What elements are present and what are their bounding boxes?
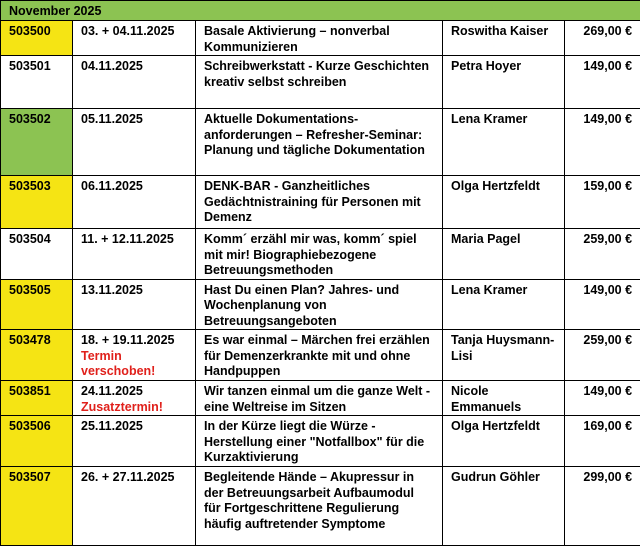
month-header-row <box>1 1 640 21</box>
table-row <box>1 467 640 546</box>
course-price: 159,00 € <box>565 176 640 229</box>
course-date <box>73 416 196 467</box>
date-text: 25.11.2025 <box>81 419 143 433</box>
table-row <box>1 176 640 229</box>
course-date <box>73 21 196 56</box>
course-price: 259,00 € <box>565 229 640 280</box>
date-text: 13.11.2025 <box>81 283 143 297</box>
course-date <box>73 56 196 109</box>
course-title: Begleitende Hände – Akupressur in der Betreuungsarbeit Aufbaumodul für Fortgeschrittene Regulierung häufig auftretender Symptome <box>196 467 443 546</box>
date-text: 06.11.2025 <box>81 179 143 193</box>
course-id: 503851 <box>1 381 73 416</box>
course-price: 149,00 € <box>565 279 640 330</box>
course-title: DENK-BAR - Ganzheitliches Gedächtnistraining für Personen mit Demenz <box>196 176 443 229</box>
course-date <box>73 381 196 416</box>
course-price: 299,00 € <box>565 467 640 546</box>
course-id: 503500 <box>1 21 73 56</box>
course-price: 269,00 € <box>565 21 640 56</box>
course-title: In der Kürze liegt die Würze - Herstellung einer "Notfallbox" für die Kurzaktivierung <box>196 416 443 467</box>
course-trainer: Olga Hertzfeldt <box>443 176 565 229</box>
course-date <box>73 330 196 381</box>
course-id: 503506 <box>1 416 73 467</box>
date-text: 18. + 19.11.2025 <box>81 333 175 347</box>
month-header: November 2025 <box>1 1 640 21</box>
course-price: 149,00 € <box>565 109 640 176</box>
course-title: Hast Du einen Plan? Jahres- und Wochenplanung von Betreuungsangeboten <box>196 279 443 330</box>
course-id: 503502 <box>1 109 73 176</box>
table-row <box>1 21 640 56</box>
date-note: Zusatztermin! <box>81 400 187 416</box>
course-price: 149,00 € <box>565 381 640 416</box>
course-trainer: Gudrun Göhler <box>443 467 565 546</box>
course-trainer: Nicole Emmanuels <box>443 381 565 416</box>
course-trainer: Petra Hoyer <box>443 56 565 109</box>
course-price: 149,00 € <box>565 56 640 109</box>
date-text: 24.11.2025 <box>81 384 143 398</box>
course-price: 169,00 € <box>565 416 640 467</box>
course-trainer: Lena Kramer <box>443 109 565 176</box>
course-date <box>73 229 196 280</box>
course-trainer: Roswitha Kaiser <box>443 21 565 56</box>
course-date <box>73 176 196 229</box>
date-text: 04.11.2025 <box>81 59 143 73</box>
course-id: 503478 <box>1 330 73 381</box>
course-title: Komm´ erzähl mir was, komm´ spiel mit mir! Biographiebezogene Betreuungsmethoden <box>196 229 443 280</box>
table-row <box>1 381 640 416</box>
course-title: Es war einmal – Märchen frei erzählen für Demenzerkrankte mit und ohne Handpuppen <box>196 330 443 381</box>
table-row <box>1 229 640 280</box>
course-id: 503504 <box>1 229 73 280</box>
course-price: 259,00 € <box>565 330 640 381</box>
table-row <box>1 56 640 109</box>
table-row <box>1 416 640 467</box>
course-id: 503507 <box>1 467 73 546</box>
course-date <box>73 467 196 546</box>
course-title: Basale Aktivierung – nonverbal Kommunizieren <box>196 21 443 56</box>
course-id: 503505 <box>1 279 73 330</box>
course-id: 503501 <box>1 56 73 109</box>
course-trainer: Olga Hertzfeldt <box>443 416 565 467</box>
course-date <box>73 279 196 330</box>
course-title: Wir tanzen einmal um die ganze Welt - eine Weltreise im Sitzen <box>196 381 443 416</box>
table-row <box>1 109 640 176</box>
table-row <box>1 279 640 330</box>
course-trainer: Maria Pagel <box>443 229 565 280</box>
date-text: 11. + 12.11.2025 <box>81 232 174 246</box>
date-text: 26. + 27.11.2025 <box>81 470 175 484</box>
course-trainer: Tanja Huysmann-Lisi <box>443 330 565 381</box>
date-text: 03. + 04.11.2025 <box>81 24 175 38</box>
date-note: Termin verschoben! <box>81 349 187 380</box>
course-title: Schreibwerkstatt - Kurze Geschichten kreativ selbst schreiben <box>196 56 443 109</box>
course-trainer: Lena Kramer <box>443 279 565 330</box>
date-text: 05.11.2025 <box>81 112 143 126</box>
course-title: Aktuelle Dokumentations-anforderungen – Refresher-Seminar: Planung und tägliche Dokumentation <box>196 109 443 176</box>
course-date <box>73 109 196 176</box>
table-row <box>1 330 640 381</box>
course-id: 503503 <box>1 176 73 229</box>
